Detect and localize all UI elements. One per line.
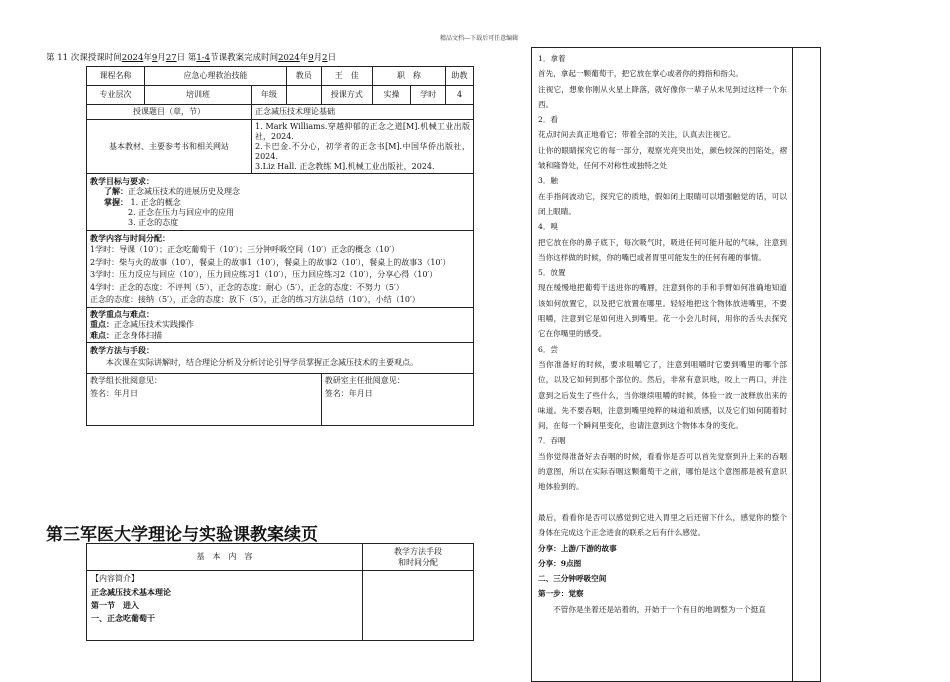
right-paragraph: 不管你是坐着还是站着的，开始于一个有目的地调整为一个挺直 [538, 604, 766, 614]
right-paragraph: 在手指间波动它，探究它的质地，假如闭上眼睛可以增强触觉的话，可以闭上眼睛。 [538, 191, 787, 216]
continuation-title: 第三军医大学理论与实验课教案续页 [46, 525, 318, 545]
director-approval [321, 374, 473, 426]
method-time-cell [363, 571, 474, 641]
understand-label: 了解： [104, 186, 128, 196]
right-paragraph: 二、三分钟呼吸空间 [538, 574, 607, 584]
right-paragraph: 分享：9点图 [538, 558, 582, 568]
grade-label: 年级 [252, 86, 287, 105]
level-value: 培训班 [145, 86, 252, 105]
header-line: 第 11 次课授课时间2024年9月27日 第1-4节课教案完成时间2024年9月2日 [46, 53, 337, 63]
topic-label: 授课题目（章，节） [87, 105, 252, 120]
difficulty-value: 正念身体扫描 [114, 331, 162, 341]
section-one-heading: 第一节 进入 [91, 599, 139, 610]
method-value: 实操 [372, 86, 410, 105]
right-paragraph: 4．嗅 [538, 222, 559, 232]
methods-section [87, 343, 474, 374]
right-paragraph: 2．看 [538, 115, 559, 125]
content-section [87, 231, 474, 308]
teacher-value: 王 佳 [321, 67, 372, 86]
right-paragraph: 花点时间去真正地看它；带着全部的关注，认真去注视它。 [538, 130, 736, 140]
right-paragraph: 当你觉得准备好去吞咽的时候，看看你是否可以首先觉察到升上来的吞咽的意图，所以在实际吞咽这颗葡萄干之前，哪怕是这个意图都是被有意识地体验到的。 [538, 451, 787, 492]
content-line: 正念的态度：接纳（5′），正念的态度：放下（5′），正念的练习方法总结（10′），小结（10′） [90, 294, 420, 304]
method-time-header-line2: 和时间分配 [398, 558, 438, 568]
right-column-divider [792, 48, 793, 681]
raisin-heading: 一、正念吃葡萄干 [91, 612, 155, 623]
difficulty-label: 难点： [90, 330, 114, 341]
method-time-header [363, 544, 474, 571]
right-paragraph: 当你准备好的时候，要求咀嚼它了，注意到咀嚼时它要到嘴里的哪个部位，以及它如何到那个部位的。然后，非常有意识地，咬上一两口，并注意到之后发生了些什么，当你继续咀嚼的时候，体验一波一波释放出来的味道。先不要吞咽，注意到嘴里纯粹的味道和质感，以及它们如何随着时间，在每一个瞬间里变化，也请注意到这个物体本身的变化。 [538, 359, 787, 431]
methods-text: 本次课在实际讲解时，结合理论分析及分析讨论引导学员掌握正念减压技术的主要观点。 [106, 357, 418, 367]
right-paragraph: 3．触 [538, 176, 559, 186]
methods-heading: 教学方法与手段： [90, 345, 154, 356]
level-label: 专业层次 [87, 86, 145, 105]
right-paragraph: 第一步：觉察 [538, 589, 584, 599]
key-points-heading: 教学重点与难点： [90, 309, 154, 320]
course-label: 课程名称 [87, 67, 145, 86]
basic-content-cell [87, 571, 363, 641]
group-leader-sign: 签名：年月日 [90, 388, 138, 398]
right-paragraph: 7．吞咽 [538, 436, 566, 446]
content-intro-label: 【内容简介】 [91, 574, 139, 584]
hours-value: 4 [446, 86, 474, 105]
topic-value: 正念减压技术理论基础 [252, 105, 474, 120]
hours-label: 学时 [411, 86, 446, 105]
goals-section [87, 174, 474, 231]
content-line: 2学时：柴与火的故事（10′），餐桌上的故事1（10′），餐桌上的故事2（10′），餐桌上的故事3（10′） [90, 257, 451, 267]
director-sign: 签名：年月日 [324, 388, 373, 398]
basic-content-header: 基 本 内 容 [87, 544, 363, 571]
content-heading: 教学内容与时间分配： [90, 233, 170, 243]
continuation-table [86, 543, 474, 641]
content-theory-heading: 正念减压技术基本理论 [91, 587, 171, 598]
method-label: 授课方式 [321, 86, 372, 105]
right-paragraph: 最后，看看你是否可以感觉到它进入胃里之后还留下什么，感觉你的整个身体在完成这个正念进食的联系之后有什么感觉。 [538, 512, 787, 538]
right-paragraph: 首先，拿起一颗葡萄干，把它放在掌心或者你的拇指和指尖。 [538, 69, 744, 79]
grade-value [286, 86, 321, 105]
director-label: 教研室主任批阅意见： [324, 376, 405, 386]
top-note: 精品文档---下载后可任意编辑 [440, 35, 519, 42]
reference-item: 2.卡巴金.不分心，初学者的正念书[M].中国华侨出版社，2024. [255, 141, 470, 161]
right-page-frame [531, 47, 821, 682]
right-paragraph: 注视它，想象你刚从火星上降落，就好像你一辈子从未见到过这样一个东西。 [538, 84, 787, 109]
right-paragraph: 现在缓慢地把葡萄干送进你的嘴唇，注意到你的手和手臂如何准确地知道该如何放置它，以及把它放置在哪里。轻轻地把这个物体放进嘴里，不要咀嚼，注意到它是如何进入到嘴里。花一小会儿时间，用你的舌头去探究它在你嘴里的感受。 [538, 283, 787, 339]
goals-heading: 教学目标与要求： [90, 176, 154, 186]
key-value: 正念减压技术实践操作 [114, 320, 194, 330]
right-page-text [538, 51, 787, 617]
lesson-info-table [86, 66, 474, 426]
right-paragraph: 6．尝 [538, 344, 559, 354]
right-paragraph: 分享：上游/下游的故事 [538, 543, 617, 553]
goal-item: 1. 正念的概念 [130, 198, 181, 207]
master-label: 掌握： [104, 197, 128, 207]
method-time-header-line1: 教学方法手段 [394, 547, 442, 556]
references-list [252, 120, 474, 174]
right-paragraph: 1．拿着 [538, 54, 566, 63]
right-paragraph [538, 495, 787, 510]
title-label: 职 称 [372, 67, 445, 86]
references-label: 基本教材、主要参考书和相关网站 [87, 120, 252, 174]
teacher-label: 教员 [286, 67, 321, 86]
understand-value: 正念减压技术的进展历史及理念 [128, 187, 240, 196]
title-value: 助教 [446, 67, 474, 86]
goal-item: 3. 正念的态度 [128, 218, 179, 227]
content-line: 4学时：正念的态度：不评判（5′），正念的态度：耐心（5′），正念的态度：不努力（5′） [90, 282, 404, 292]
content-line: 3学时：压力反应与回应（10′），压力回应练习1（10′），压力回应练习2（10′），分享心得（10′） [90, 270, 438, 280]
goal-item: 2. 正念在压力与回应中的应用 [128, 208, 235, 217]
key-label: 重点： [90, 319, 114, 330]
reference-item: 3.Liz Hall. 正念教练 M].机械工业出版社，2024. [255, 161, 435, 171]
reference-item: 1. Mark Williams.穿越抑郁的正念之道[M].机械工业出版社，2024. [255, 121, 470, 141]
right-paragraph: 把它放在你的鼻子底下，每次吸气时，吸进任何可能升起的气味，注意到当你这样做的时候，你的嘴巴或者胃里可能发生的任何有趣的事情。 [538, 237, 787, 262]
course-value: 应急心理救治技能 [145, 67, 287, 86]
right-paragraph: 让你的眼睛探究它的每一部分，观察光亮突出处，颜色较深的凹陷处，褶皱和隆脊处，任何不对称性或独特之处 [538, 145, 787, 171]
content-line: 1学时：导课（10′）；正念吃葡萄干（10′）；三分钟呼吸空间（10′）正念的概念（10′） [90, 245, 400, 255]
key-points-section [87, 308, 474, 343]
group-leader-label: 教学组长批阅意见： [90, 376, 162, 386]
group-leader-approval [87, 374, 322, 426]
right-paragraph: 5．放置 [538, 268, 566, 278]
